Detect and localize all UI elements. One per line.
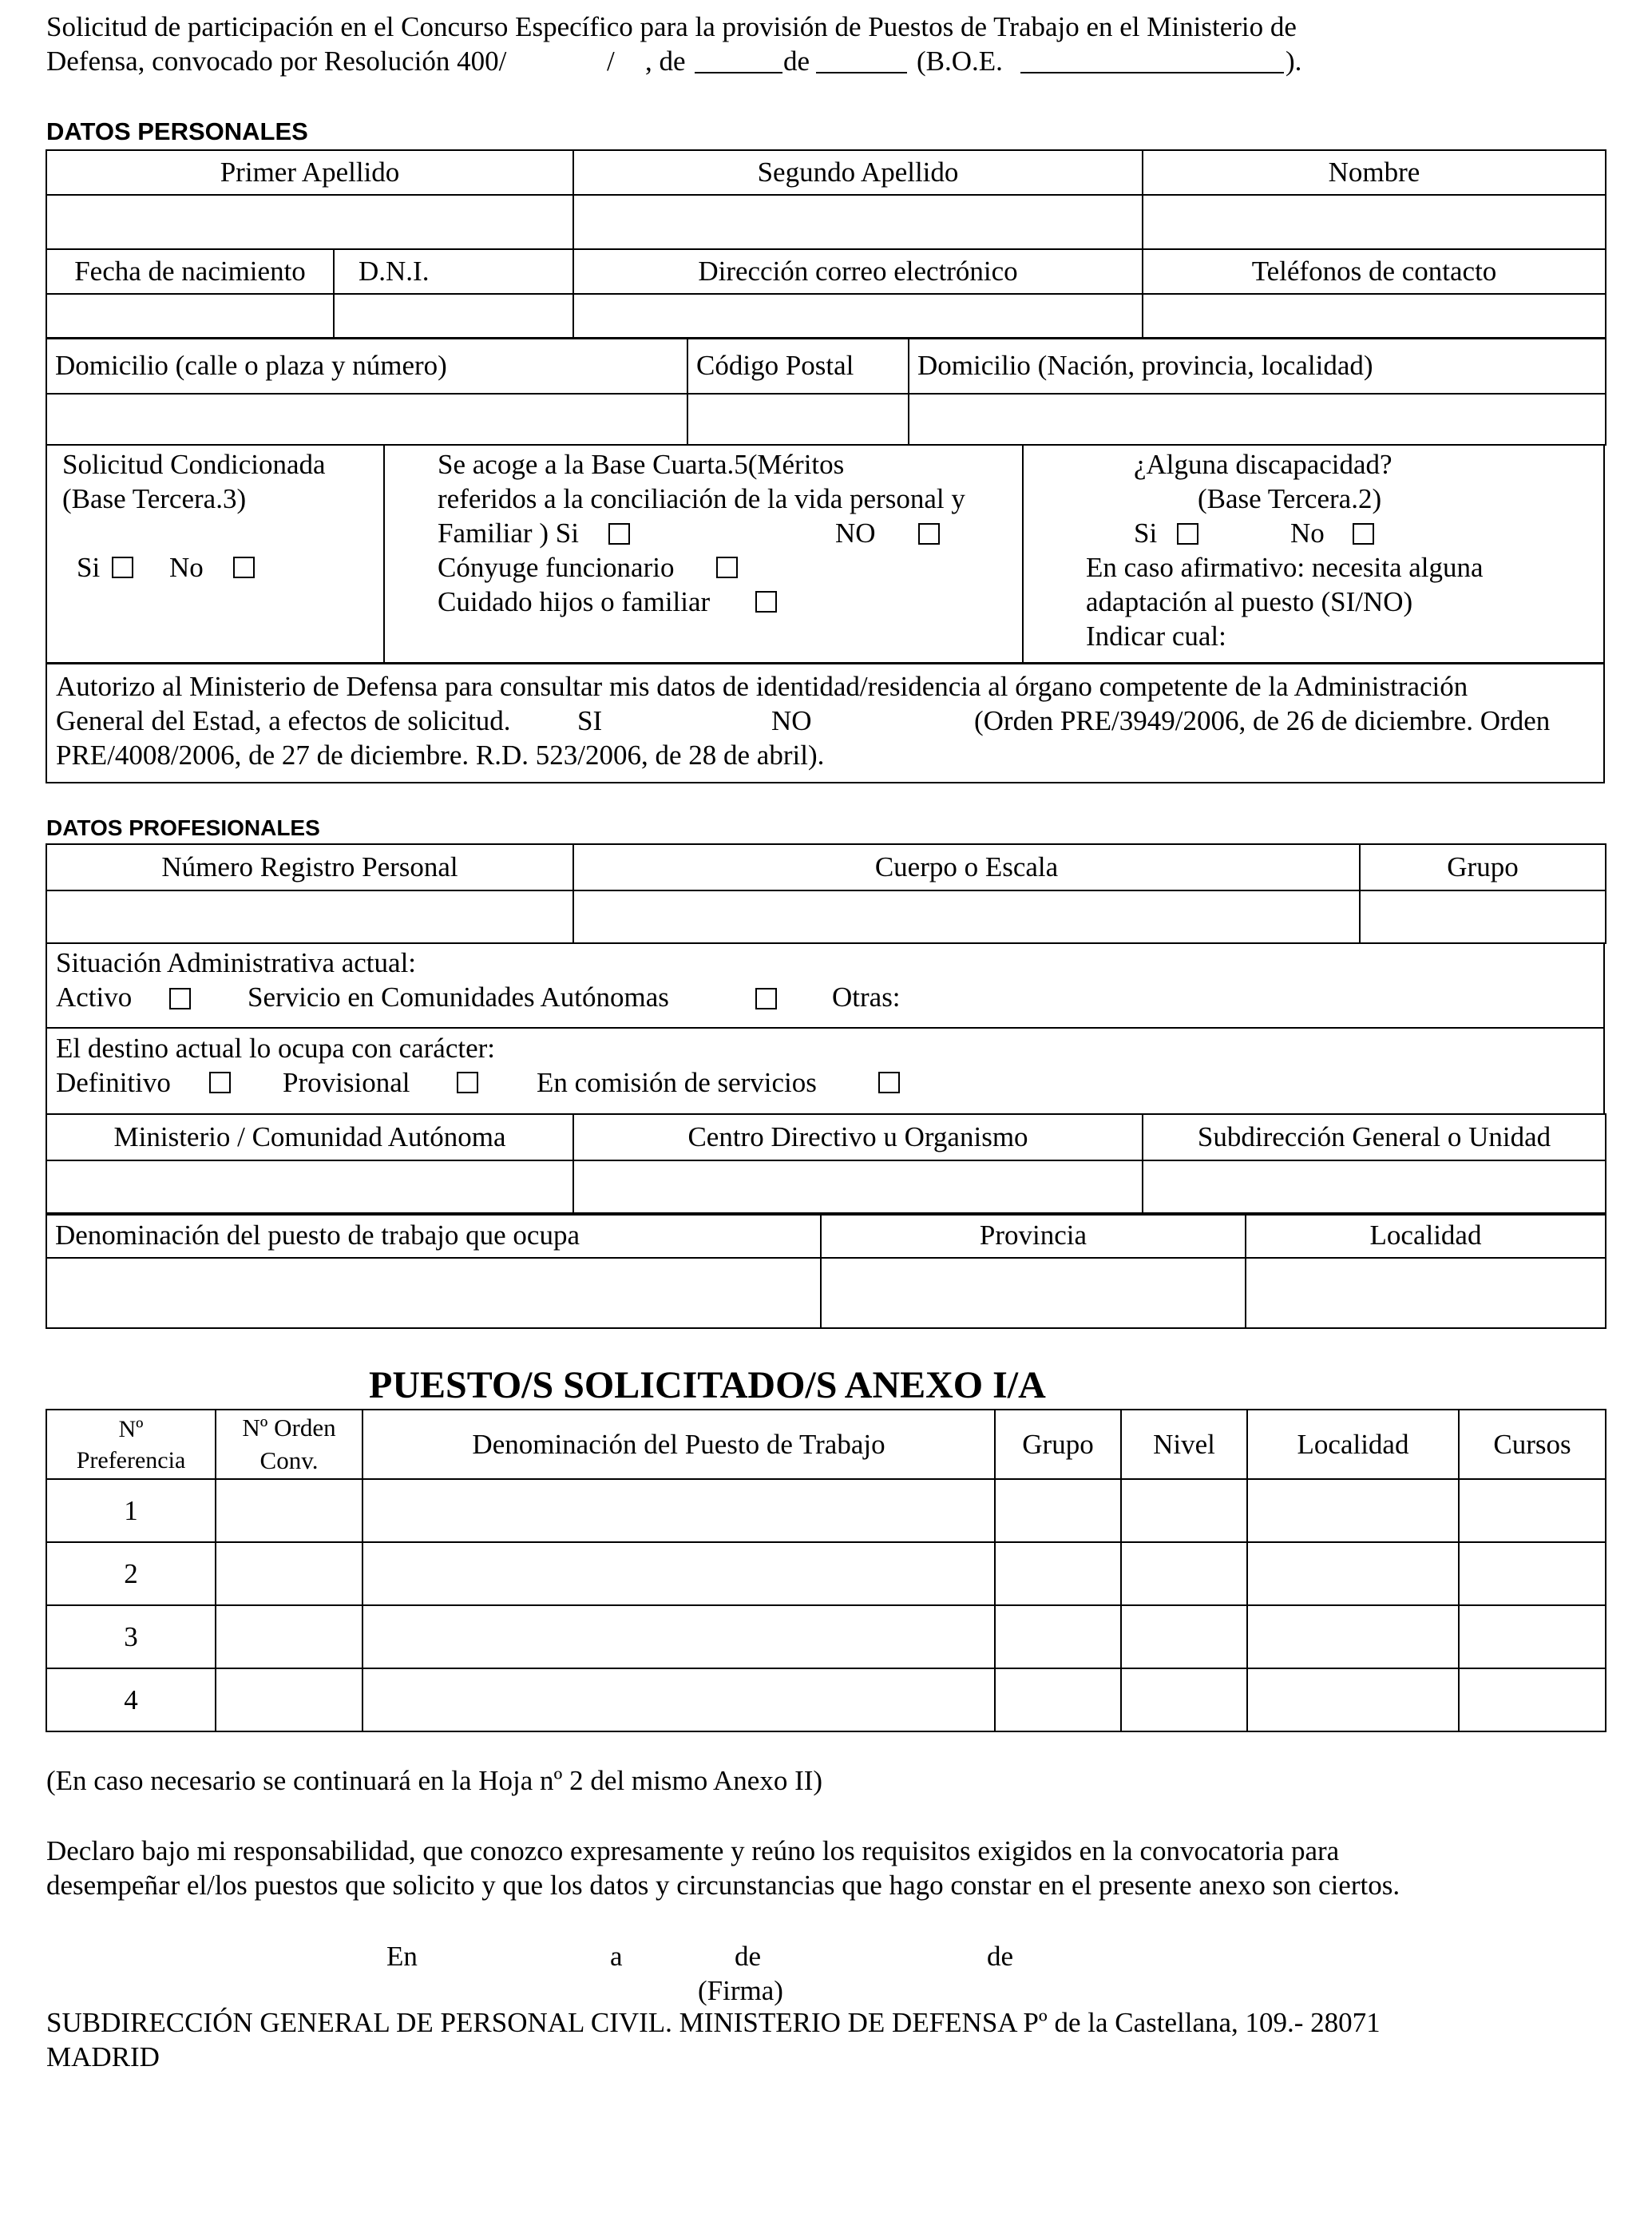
field-cursos[interactable]	[1459, 1542, 1606, 1605]
field-email[interactable]	[573, 294, 1143, 339]
header-numero-registro: Número Registro Personal	[46, 844, 573, 890]
section-title-personal: DATOS PERSONALES	[46, 117, 308, 145]
address-line-2: MADRID	[46, 2041, 160, 2072]
header-nombre: Nombre	[1143, 150, 1606, 195]
signature-label: (Firma)	[698, 1975, 783, 2006]
row-number: 4	[46, 1668, 216, 1731]
authorization-line-2: General del Estad, a efectos de solicitud.	[56, 705, 511, 736]
field-numero-registro[interactable]	[46, 890, 573, 943]
discapacidad-si-checkbox[interactable]	[1177, 523, 1198, 545]
header-orden-line-1: Nº Orden	[242, 1414, 336, 1442]
names-table	[46, 149, 1606, 339]
field-ministerio[interactable]	[46, 1160, 573, 1215]
row-number: 2	[46, 1542, 216, 1605]
conditions-divider-1	[383, 444, 385, 664]
field-subdireccion[interactable]	[1143, 1160, 1606, 1215]
puestos-title: PUESTO/S SOLICITADO/S ANEXO I/A	[369, 1364, 1046, 1406]
authorization-line-3: PRE/4008/2006, de 27 de diciembre. R.D. 523/2006, de 28 de abril).	[56, 740, 825, 771]
field-domicilio-nacion[interactable]	[909, 394, 1606, 445]
header-fecha-dni-cell	[46, 249, 573, 294]
authorization-line-1: Autorizo al Ministerio de Defensa para consultar mis datos de identidad/residencia al órgano competente de la Administración	[56, 671, 1468, 702]
header-grupo: Grupo	[1360, 844, 1606, 890]
row-number: 1	[46, 1479, 216, 1542]
field-nivel[interactable]	[1121, 1668, 1247, 1731]
header-domicilio-nacion: Domicilio (Nación, provincia, localidad)	[909, 338, 1606, 394]
cuidado-hijos-checkbox[interactable]	[755, 591, 777, 613]
field-primer-apellido[interactable]	[46, 195, 573, 249]
cuidado-hijos-label: Cuidado hijos o familiar	[438, 586, 711, 617]
conyuge-funcionario-label: Cónyuge funcionario	[438, 552, 675, 583]
conditions-divider-2	[1022, 444, 1024, 664]
situacion-otras-label: Otras:	[832, 982, 901, 1013]
header-orden	[216, 1410, 362, 1479]
continuation-note: (En caso necesario se continuará en la Hoja nº 2 del mismo Anexo II)	[46, 1765, 823, 1796]
field-grupo[interactable]	[995, 1479, 1121, 1542]
field-nombre[interactable]	[1143, 195, 1606, 249]
field-nivel[interactable]	[1121, 1542, 1247, 1605]
header-puesto-localidad: Localidad	[1247, 1410, 1459, 1479]
header-telefonos: Teléfonos de contacto	[1143, 249, 1606, 294]
field-codigo-postal[interactable]	[687, 394, 909, 445]
header-dni: D.N.I.	[333, 250, 429, 293]
address-table	[46, 337, 1606, 446]
destino-comision-checkbox[interactable]	[878, 1072, 900, 1093]
section-title-professional: DATOS PROFESIONALES	[46, 815, 320, 840]
field-grupo[interactable]	[995, 1542, 1121, 1605]
field-localidad[interactable]	[1247, 1479, 1459, 1542]
field-localidad[interactable]	[1247, 1668, 1459, 1731]
date-de-2: de	[987, 1941, 1014, 1972]
situacion-activo-label: Activo	[56, 982, 133, 1013]
date-de-1: de	[735, 1941, 762, 1972]
discapacidad-si-label: Si	[1134, 518, 1158, 549]
authorization-no-label[interactable]: NO	[771, 705, 812, 736]
header-orden-line-2: Conv.	[259, 1446, 319, 1474]
field-centro-directivo[interactable]	[573, 1160, 1143, 1215]
authorization-orden: (Orden PRE/3949/2006, de 26 de diciembre. Orden	[974, 705, 1551, 736]
situacion-label: Situación Administrativa actual:	[56, 947, 417, 978]
day-blank-line	[695, 72, 782, 73]
field-orden[interactable]	[216, 1605, 362, 1668]
base-cuarta-no-label: NO	[835, 518, 876, 549]
header-centro-directivo: Centro Directivo u Organismo	[573, 1114, 1143, 1160]
situacion-activo-checkbox[interactable]	[169, 988, 191, 1009]
registro-table	[46, 843, 1606, 944]
field-denominacion[interactable]	[362, 1542, 995, 1605]
situacion-servicio-checkbox[interactable]	[755, 988, 777, 1009]
discapacidad-no-label: No	[1290, 518, 1325, 549]
field-localidad[interactable]	[1247, 1542, 1459, 1605]
row-number: 3	[46, 1605, 216, 1668]
discapacidad-indicar: Indicar cual:	[1086, 621, 1226, 652]
header-primer-apellido: Primer Apellido	[46, 150, 573, 195]
header-puesto-nivel: Nivel	[1121, 1410, 1247, 1479]
discapacidad-adaptacion: adaptación al puesto (SI/NO)	[1086, 586, 1413, 617]
destino-definitivo-checkbox[interactable]	[209, 1072, 231, 1093]
field-orden[interactable]	[216, 1668, 362, 1731]
address-line-1: SUBDIRECCIÓN GENERAL DE PERSONAL CIVIL. MINISTERIO DE DEFENSA Pº de la Castellana, 109.- 28071	[46, 2007, 1381, 2038]
header-preferencia-line-2: Preferencia	[76, 1446, 186, 1473]
puesto-actual-table	[46, 1212, 1606, 1329]
condicionada-si-checkbox[interactable]	[112, 557, 133, 578]
field-localidad[interactable]	[1246, 1258, 1606, 1328]
month-blank-line	[816, 72, 907, 73]
declaration-line-2: desempeñar el/los puestos que solicito y que los datos y circunstancias que hago constar en el presente anexo son ciertos.	[46, 1870, 1400, 1901]
header-puesto-grupo: Grupo	[995, 1410, 1121, 1479]
field-grupo[interactable]	[1360, 890, 1606, 943]
destino-comision-label: En comisión de servicios	[537, 1067, 817, 1098]
condicionada-no-label: No	[169, 552, 204, 583]
field-grupo[interactable]	[995, 1605, 1121, 1668]
header-email: Dirección correo electrónico	[573, 249, 1143, 294]
field-denominacion[interactable]	[362, 1668, 995, 1731]
field-denominacion[interactable]	[362, 1605, 995, 1668]
header-puesto-cursos: Cursos	[1459, 1410, 1606, 1479]
header-preferencia-line-1: Nº	[118, 1415, 144, 1442]
header-denominacion-puesto-solicitado: Denominación del Puesto de Trabajo	[362, 1410, 995, 1479]
base-cuarta-line-1: Se acoge a la Base Cuarta.5(Méritos	[438, 449, 845, 480]
field-provincia[interactable]	[821, 1258, 1246, 1328]
condicionada-no-checkbox[interactable]	[233, 557, 255, 578]
header-segundo-apellido: Segundo Apellido	[573, 150, 1143, 195]
condicionada-base: (Base Tercera.3)	[62, 483, 247, 514]
field-cursos[interactable]	[1459, 1479, 1606, 1542]
header-provincia: Provincia	[821, 1213, 1246, 1258]
intro-boe: (B.O.E.	[917, 46, 1003, 77]
header-fecha-nacimiento: Fecha de nacimiento	[74, 256, 306, 288]
place-a: a	[610, 1941, 623, 1972]
field-telefonos[interactable]	[1143, 294, 1606, 339]
discapacidad-base: (Base Tercera.2)	[1198, 483, 1382, 514]
header-preferencia	[46, 1410, 216, 1479]
intro-end: ).	[1286, 46, 1302, 77]
field-domicilio[interactable]	[46, 394, 687, 445]
base-cuarta-si-label: Familiar ) Si	[438, 518, 579, 549]
header-cuerpo-escala: Cuerpo o Escala	[573, 844, 1360, 890]
header-codigo-postal: Código Postal	[687, 338, 909, 394]
base-cuarta-no-checkbox[interactable]	[918, 523, 940, 545]
situacion-servicio-label: Servicio en Comunidades Autónomas	[248, 982, 669, 1013]
discapacidad-afirmativo: En caso afirmativo: necesita alguna	[1086, 552, 1484, 583]
field-cursos[interactable]	[1459, 1605, 1606, 1668]
place-en: En	[386, 1941, 418, 1972]
intro-line-1: Solicitud de participación en el Concurso Específico para la provisión de Puestos de Trabajo en el Ministerio de	[46, 11, 1297, 42]
authorization-si-label[interactable]: SI	[577, 705, 603, 736]
intro-de: , de	[645, 46, 686, 77]
field-denominacion[interactable]	[362, 1479, 995, 1542]
boe-blank-line	[1020, 72, 1284, 73]
conyuge-funcionario-checkbox[interactable]	[716, 557, 738, 578]
header-subdireccion: Subdirección General o Unidad	[1143, 1114, 1606, 1160]
base-cuarta-line-2: referidos a la conciliación de la vida personal y	[438, 483, 965, 514]
discapacidad-question: ¿Alguna discapacidad?	[1134, 449, 1393, 480]
condicionada-si-label: Si	[77, 552, 101, 583]
field-orden[interactable]	[216, 1542, 362, 1605]
field-orden[interactable]	[216, 1479, 362, 1542]
header-domicilio: Domicilio (calle o plaza y número)	[46, 338, 687, 394]
puestos-table	[46, 1409, 1606, 1732]
field-nivel[interactable]	[1121, 1605, 1247, 1668]
destino-label: El destino actual lo ocupa con carácter:	[56, 1033, 496, 1064]
ministerio-table	[46, 1113, 1606, 1216]
destino-provisional-label: Provisional	[283, 1067, 410, 1098]
field-localidad[interactable]	[1247, 1605, 1459, 1668]
discapacidad-no-checkbox[interactable]	[1353, 523, 1374, 545]
header-denominacion-puesto: Denominación del puesto de trabajo que ocupa	[46, 1213, 821, 1258]
condicionada-label: Solicitud Condicionada	[62, 449, 326, 480]
field-cuerpo-escala[interactable]	[573, 890, 1360, 943]
field-segundo-apellido[interactable]	[573, 195, 1143, 249]
base-cuarta-si-checkbox[interactable]	[608, 523, 630, 545]
field-fecha-nacimiento[interactable]	[47, 295, 333, 338]
field-dni[interactable]	[333, 295, 572, 338]
field-grupo[interactable]	[995, 1668, 1121, 1731]
intro-line-2: Defensa, convocado por Resolución 400/	[46, 46, 507, 77]
intro-slash: /	[607, 46, 615, 77]
header-ministerio: Ministerio / Comunidad Autónoma	[46, 1114, 573, 1160]
destino-definitivo-label: Definitivo	[56, 1067, 171, 1098]
header-localidad: Localidad	[1246, 1213, 1606, 1258]
field-cursos[interactable]	[1459, 1668, 1606, 1731]
intro-de-2: de	[783, 46, 810, 77]
declaration-line-1: Declaro bajo mi responsabilidad, que conozco expresamente y reúno los requisitos exigidos en la convocatoria para	[46, 1835, 1340, 1866]
field-nivel[interactable]	[1121, 1479, 1247, 1542]
destino-provisional-checkbox[interactable]	[457, 1072, 478, 1093]
field-denominacion-puesto[interactable]	[46, 1258, 821, 1328]
field-fecha-dni-cell	[46, 294, 573, 339]
